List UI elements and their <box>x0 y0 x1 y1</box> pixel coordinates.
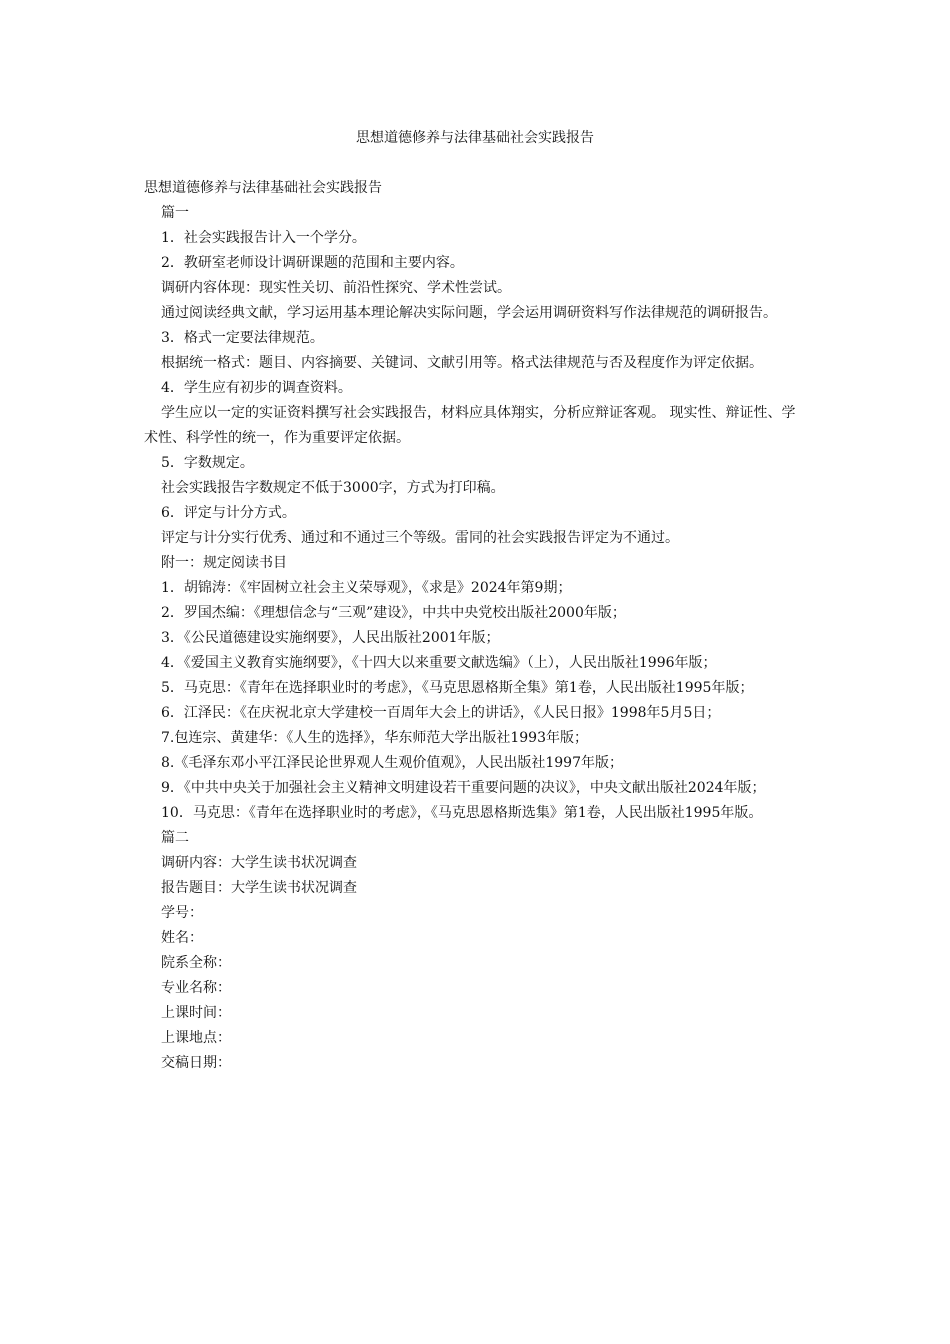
paragraph: 社会实践报告字数规定不低于3000字，方式为打印稿。 <box>161 480 505 496</box>
form-field-research-content: 调研内容：大学生读书状况调查 <box>161 855 357 871</box>
page-title: 思想道德修养与法律基础社会实践报告 <box>356 130 594 146</box>
reading-list-item: 1．胡锦涛：《牢固树立社会主义荣辱观》，《求是》2024年第9期； <box>161 580 572 596</box>
reading-list-item: 7.包连宗、黄建华：《人生的选择》，华东师范大学出版社1993年版； <box>161 730 588 746</box>
section-heading-part-one: 篇一 <box>161 205 189 221</box>
paragraph: 4．学生应有初步的调查资料。 <box>161 380 352 396</box>
reading-list-item: 8.《毛泽东邓小平江泽民论世界观人生观价值观》，人民出版社1997年版； <box>161 755 623 771</box>
paragraph: 学生应以一定的实证资料撰写社会实践报告，材料应具体翔实，分析应辩证客观。 现实性、辩证性、学术性、科学性的统一，作为重要评定依据。 <box>144 405 796 446</box>
reading-list-item: 6．江泽民：《在庆祝北京大学建校一百周年大会上的讲话》，《人民日报》1998年5月5日； <box>161 705 721 721</box>
paragraph: 3．格式一定要法律规范。 <box>161 330 324 346</box>
reading-list-item: 2．罗国杰编：《理想信念与“三观”建设》，中共中央党校出版社2000年版； <box>161 605 626 621</box>
paragraph: 通过阅读经典文献，学习运用基本理论解决实际问题，学会运用调研资料写作法律规范的调研报告。 <box>161 305 777 321</box>
paragraph: 2．教研室老师设计调研课题的范围和主要内容。 <box>161 255 464 271</box>
form-field-major: 专业名称： <box>161 980 231 996</box>
paragraph: 1．社会实践报告计入一个学分。 <box>161 230 366 246</box>
reading-list-item: 3．《公民道德建设实施纲要》，人民出版社2001年版； <box>161 630 500 646</box>
reading-list-heading: 附一：规定阅读书目 <box>161 555 287 571</box>
reading-list-item: 4．《爱国主义教育实施纲要》，《十四大以来重要文献选编》（上），人民出版社1996年版； <box>161 655 717 671</box>
section-heading-part-two: 篇二 <box>161 830 189 846</box>
form-field-submission-date: 交稿日期： <box>161 1055 231 1071</box>
reading-list-item: 5．马克思：《青年在选择职业时的考虑》，《马克思恩格斯全集》第1卷，人民出版社1995年版； <box>161 680 754 696</box>
form-field-department: 院系全称： <box>161 955 231 971</box>
form-field-class-location: 上课地点： <box>161 1030 231 1046</box>
paragraph: 6．评定与计分方式。 <box>161 505 296 521</box>
paragraph: 5．字数规定。 <box>161 455 254 471</box>
form-field-student-id: 学号： <box>161 905 203 921</box>
paragraph: 评定与计分实行优秀、通过和不通过三个等级。雷同的社会实践报告评定为不通过。 <box>161 530 679 546</box>
reading-list-item: 9．《中共中央关于加强社会主义精神文明建设若干重要问题的决议》，中央文献出版社2024年版； <box>161 780 766 796</box>
document-body <box>144 176 806 1076</box>
form-field-class-time: 上课时间： <box>161 1005 231 1021</box>
form-field-report-title: 报告题目：大学生读书状况调查 <box>161 880 357 896</box>
document-heading: 思想道德修养与法律基础社会实践报告 <box>144 180 382 196</box>
form-field-name: 姓名： <box>161 930 203 946</box>
reading-list-item: 10．马克思：《青年在选择职业时的考虑》，《马克思恩格斯选集》第1卷，人民出版社1995年版。 <box>161 805 763 821</box>
paragraph: 根据统一格式：题目、内容摘要、关键词、文献引用等。格式法律规范与否及程度作为评定依据。 <box>161 355 763 371</box>
paragraph: 调研内容体现：现实性关切、前沿性探究、学术性尝试。 <box>161 280 511 296</box>
